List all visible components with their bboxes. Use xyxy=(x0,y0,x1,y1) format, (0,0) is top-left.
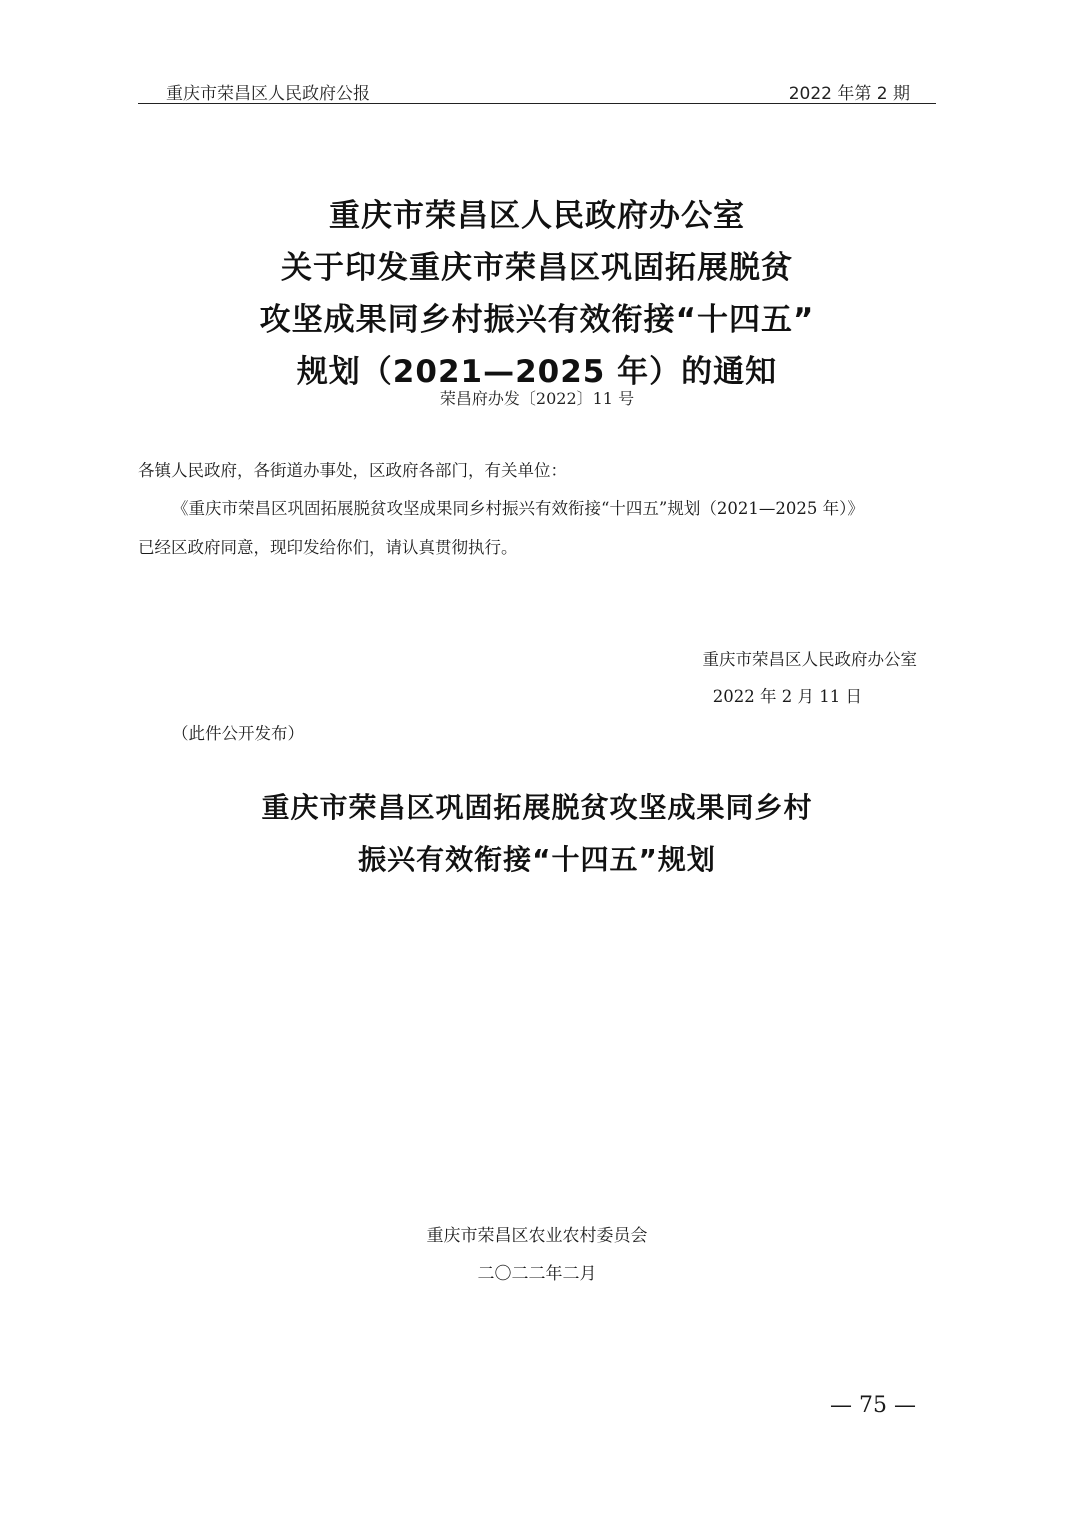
notice-body-line-2: 已经区政府同意，现印发给你们，请认真贯彻执行。 xyxy=(138,538,518,557)
page-number: — 75 — xyxy=(830,1393,916,1418)
notice-body-line-1: 《重庆市荣昌区巩固拓展脱贫攻坚成果同乡村振兴有效衔接“十四五”规划（2021—2025 年）》 xyxy=(172,499,864,518)
plan-title xyxy=(0,782,1074,886)
salutation: 各镇人民政府，各街道办事处，区政府各部门，有关单位： xyxy=(138,461,567,480)
public-release-note: （此件公开发布） xyxy=(172,724,304,743)
notice-title-line-2: 关于印发重庆市荣昌区巩固拓展脱贫 xyxy=(281,250,793,286)
signature-organization: 重庆市荣昌区人民政府办公室 xyxy=(702,650,917,669)
signature-date: 2022 年 2 月 11 日 xyxy=(712,687,862,706)
notice-title-line-3: 攻坚成果同乡村振兴有效衔接“十四五” xyxy=(259,302,815,338)
plan-title-line-2: 振兴有效衔接“十四五”规划 xyxy=(358,843,716,876)
notice-title-line-4: 规划（2021—2025 年）的通知 xyxy=(296,354,778,390)
notice-title xyxy=(0,190,1074,398)
plan-issuer: 重庆市荣昌区农业农村委员会 xyxy=(426,1226,648,1246)
issue-label: 2022 年第 2 期 xyxy=(788,84,910,104)
notice-title-line-1: 重庆市荣昌区人民政府办公室 xyxy=(329,198,745,234)
publication-name: 重庆市荣昌区人民政府公报 xyxy=(166,84,370,104)
document-number: 荣昌府办发〔2022〕11 号 xyxy=(439,389,635,408)
plan-date: 二〇二二年二月 xyxy=(477,1264,597,1284)
plan-title-line-1: 重庆市荣昌区巩固拓展脱贫攻坚成果同乡村 xyxy=(261,791,813,824)
page-header xyxy=(138,74,936,104)
